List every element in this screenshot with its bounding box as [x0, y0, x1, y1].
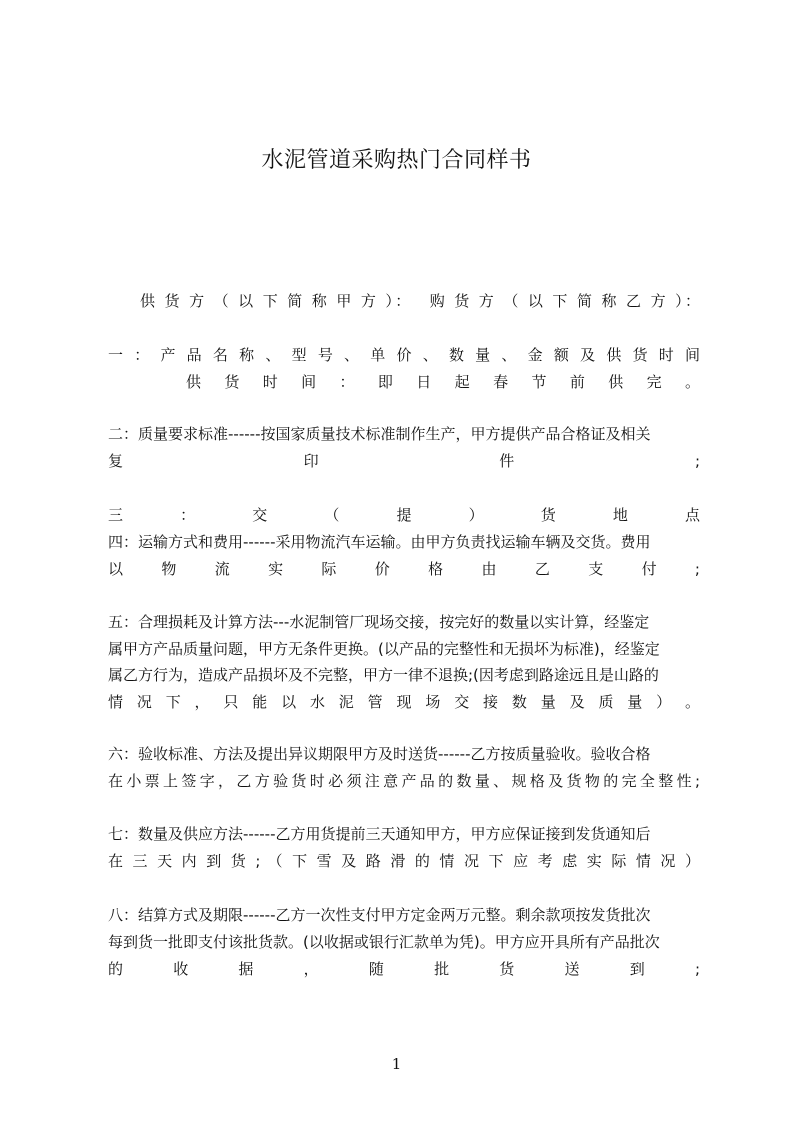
clause-8-line-2: 每到货一批即支付该批货款。(以收据或银行汇款单为凭)。甲方应开具所有产品批次 — [108, 933, 660, 951]
clause-1-line-1: 一 ： 产 品 名 称 、 型 号 、 单 价 、 数 量 、 金 额 及 供 货 时 间 — [108, 346, 700, 364]
clause-5-line-3: 属乙方行为，造成产品损坏及不完整，甲方一律不退换;(因考虑到路途远且是山路的 — [108, 666, 659, 684]
clause-7-line-1: 七：数量及供应方法------乙方用货提前三天通知甲方，甲方应保证接到发货通知后 — [108, 825, 651, 843]
clause-2-line-1: 二：质量要求标准------按国家质量技术标准制作生产，甲方提供产品合格证及相关 — [108, 425, 651, 443]
clause-5-line-1: 五：合理损耗及计算方法---水泥制管厂现场交接，按完好的数量以实计算，经鉴定 — [108, 613, 650, 631]
clause-7-line-2: 在 三 天 内 到 货 ; （ 下 雪 及 路 滑 的 情 况 下 应 考 虑 实 际 情 况 ） — [108, 852, 700, 870]
clause-2-line-2: 复 印 件 ; — [108, 452, 700, 470]
clause-4-line-1: 四：运输方式和费用------采用物流汽车运输。由甲方负责找运输车辆及交货。费用 — [108, 533, 651, 551]
clause-5-line-2: 属甲方产品质量问题，甲方无条件更换。(以产品的完整性和无损坏为标准)，经鉴定 — [108, 640, 660, 658]
clause-1-line-2: 供 货 时 间 ： 即 日 起 春 节 前 供 完 。 — [186, 373, 700, 391]
clause-6-line-1: 六：验收标准、方法及提出异议期限甲方及时送货------乙方按质量验收。验收合格 — [108, 745, 651, 763]
clause-4-line-2: 以 物 流 实 际 价 格 由 乙 支 付 ; — [108, 560, 700, 578]
clause-8-line-1: 八：结算方式及期限------乙方一次性支付甲方定金两万元整。剩余款项按发货批次 — [108, 906, 651, 924]
document-title: 水泥管道采购热门合同样书 — [261, 148, 532, 173]
clause-6-line-2: 在小票上签字，乙方验货时必须注意产品的数量、规格及货物的完全整性; — [108, 772, 700, 790]
clause-3-line-1: 三 ： 交 （ 提 ） 货 地 点 — [108, 506, 700, 524]
clause-5-line-4: 情 况 下 ， 只 能 以 水 泥 管 现 场 交 接 数 量 及 质 量 ） 。 — [108, 693, 700, 711]
clause-8-line-3: 的 收 据 ， 随 批 货 送 到 ; — [108, 960, 700, 978]
parties-line: 供 货 方 （ 以 下 简 称 甲 方 ）： 购 货 方 （ 以 下 简 称 乙 方 ）： — [140, 292, 700, 310]
page-number: 1 — [391, 1055, 402, 1073]
